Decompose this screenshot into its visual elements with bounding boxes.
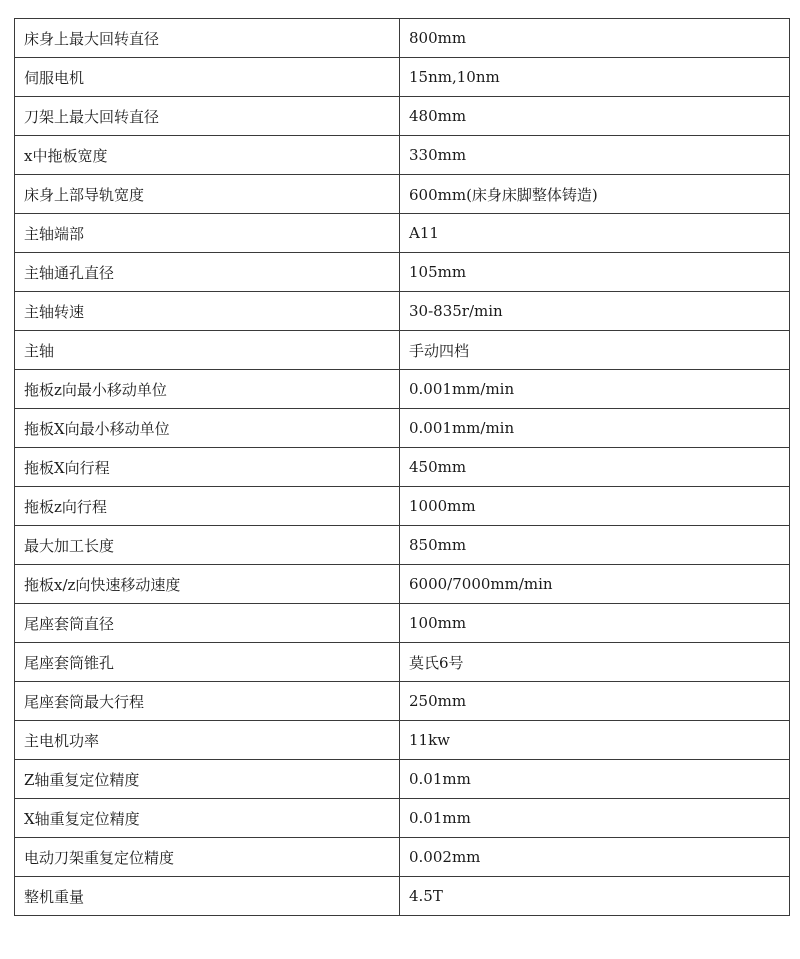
spec-value-cell: 0.01mm bbox=[400, 799, 790, 838]
table-row bbox=[15, 760, 790, 799]
table-row bbox=[15, 292, 790, 331]
spec-value-cell: 0.01mm bbox=[400, 760, 790, 799]
spec-value-cell: 0.001mm/min bbox=[400, 409, 790, 448]
spec-value-cell: 30-835r/min bbox=[400, 292, 790, 331]
spec-name-cell: 拖板X向最小移动单位 bbox=[15, 409, 400, 448]
spec-value-cell: 15nm,10nm bbox=[400, 58, 790, 97]
spec-name-cell: x中拖板宽度 bbox=[15, 136, 400, 175]
spec-value-cell: 450mm bbox=[400, 448, 790, 487]
spec-name-cell: 伺服电机 bbox=[15, 58, 400, 97]
table-row bbox=[15, 175, 790, 214]
spec-value-cell: 1000mm bbox=[400, 487, 790, 526]
spec-value-cell: A11 bbox=[400, 214, 790, 253]
table-row bbox=[15, 448, 790, 487]
spec-value-cell: 480mm bbox=[400, 97, 790, 136]
table-row bbox=[15, 799, 790, 838]
spec-value-cell: 250mm bbox=[400, 682, 790, 721]
spec-value-cell: 100mm bbox=[400, 604, 790, 643]
table-row bbox=[15, 838, 790, 877]
table-row bbox=[15, 565, 790, 604]
table-row bbox=[15, 409, 790, 448]
spec-value-cell: 0.002mm bbox=[400, 838, 790, 877]
table-row bbox=[15, 604, 790, 643]
table-row bbox=[15, 643, 790, 682]
table-row bbox=[15, 214, 790, 253]
table-row bbox=[15, 19, 790, 58]
spec-value-cell: 105mm bbox=[400, 253, 790, 292]
spec-name-cell: 尾座套筒锥孔 bbox=[15, 643, 400, 682]
table-row bbox=[15, 877, 790, 916]
spec-name-cell: 最大加工长度 bbox=[15, 526, 400, 565]
spec-name-cell: 刀架上最大回转直径 bbox=[15, 97, 400, 136]
spec-name-cell: 主轴通孔直径 bbox=[15, 253, 400, 292]
spec-name-cell: Z轴重复定位精度 bbox=[15, 760, 400, 799]
table-row bbox=[15, 58, 790, 97]
spec-value-cell: 850mm bbox=[400, 526, 790, 565]
spec-value-cell: 800mm bbox=[400, 19, 790, 58]
spec-name-cell: 主轴 bbox=[15, 331, 400, 370]
spec-name-cell: 拖板x/z向快速移动速度 bbox=[15, 565, 400, 604]
table-row bbox=[15, 370, 790, 409]
spec-name-cell: 主轴端部 bbox=[15, 214, 400, 253]
spec-value-cell: 手动四档 bbox=[400, 331, 790, 370]
spec-value-cell: 600mm(床身床脚整体铸造) bbox=[400, 175, 790, 214]
spec-value-cell: 莫氏6号 bbox=[400, 643, 790, 682]
table-row bbox=[15, 136, 790, 175]
spec-name-cell: 床身上部导轨宽度 bbox=[15, 175, 400, 214]
table-row bbox=[15, 253, 790, 292]
spec-table-body bbox=[15, 19, 790, 916]
spec-name-cell: 拖板X向行程 bbox=[15, 448, 400, 487]
spec-name-cell: 电动刀架重复定位精度 bbox=[15, 838, 400, 877]
table-row bbox=[15, 331, 790, 370]
spec-name-cell: 尾座套筒最大行程 bbox=[15, 682, 400, 721]
table-row bbox=[15, 97, 790, 136]
spec-name-cell: 拖板z向最小移动单位 bbox=[15, 370, 400, 409]
table-row bbox=[15, 526, 790, 565]
spec-name-cell: 拖板z向行程 bbox=[15, 487, 400, 526]
spec-value-cell: 6000/7000mm/min bbox=[400, 565, 790, 604]
spec-name-cell: 主轴转速 bbox=[15, 292, 400, 331]
spec-name-cell: 主电机功率 bbox=[15, 721, 400, 760]
spec-name-cell: X轴重复定位精度 bbox=[15, 799, 400, 838]
spec-name-cell: 整机重量 bbox=[15, 877, 400, 916]
table-row bbox=[15, 487, 790, 526]
spec-name-cell: 床身上最大回转直径 bbox=[15, 19, 400, 58]
table-row bbox=[15, 682, 790, 721]
spec-table bbox=[14, 18, 790, 916]
spec-value-cell: 330mm bbox=[400, 136, 790, 175]
spec-value-cell: 11kw bbox=[400, 721, 790, 760]
spec-value-cell: 0.001mm/min bbox=[400, 370, 790, 409]
spec-name-cell: 尾座套筒直径 bbox=[15, 604, 400, 643]
table-row bbox=[15, 721, 790, 760]
spec-value-cell: 4.5T bbox=[400, 877, 790, 916]
